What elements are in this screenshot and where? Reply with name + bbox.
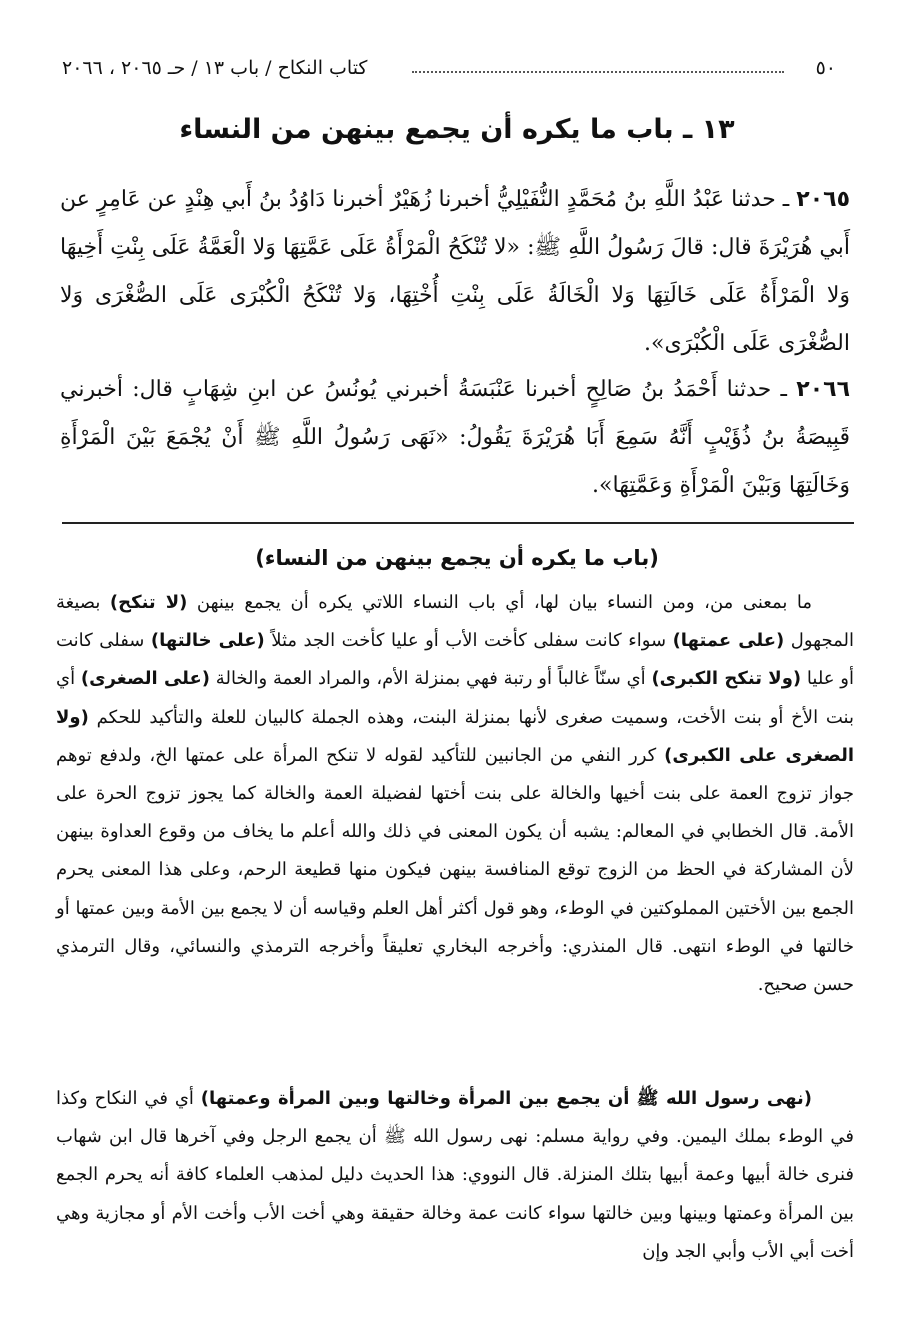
lemma: (على الصغرى) bbox=[80, 668, 211, 690]
hadith-2066 bbox=[60, 366, 850, 510]
lemma: (ولا تنكح الكبرى) bbox=[651, 668, 802, 690]
commentary-span: كرر النفي من الجانبين للتأكيد لقوله لا تنكح المرأة على عمتها الخ، ولدفع توهم جواز تزوج العمة على بنت أخيها والخالة على بنت أختها لفضيلة العمة والخالة كما يجوز تزوج الحرة على الأمة. قال الخطابي في المعالم: يشبه أن يكون المعنى في ذلك والله أعلم ما يخاف من وقوع العداوة بينهن لأن المشاركة في الحظ من الزوج توقع المنافسة بينهن فيكون منها قطيعة الرحم، وعلى هذا المعنى يحرم الجمع بين الأختين المملوكتين في الوطء، وهو قول أكثر أهل العلم وقياسه أن لا يجمع بين الأمة وبين عمتها أو خالتها في الوطء انتهى. قال المنذري: وأخرجه البخاري تعليقاً وأخرجه الترمذي والنسائي، وقال الترمذي حسن صحيح. bbox=[56, 744, 854, 996]
lemma: (نهى رسول الله ﷺ أن يجمع بين المرأة وخالتها وبين المرأة وعمتها) bbox=[200, 1088, 812, 1109]
page-header bbox=[62, 52, 836, 84]
section-divider bbox=[62, 522, 854, 524]
running-title: كتاب النكاح / باب ١٣ / حـ ٢٠٦٥ ، ٢٠٦٦ bbox=[62, 57, 368, 79]
commentary-span: أي سنّاً غالباً أو رتبة فهي بمنزلة الأم، والمراد العمة والخالة bbox=[210, 668, 652, 690]
chapter-title: ١٣ ـ باب ما يكره أن يجمع بينهن من النساء bbox=[179, 114, 735, 145]
commentary-paragraph-2 bbox=[56, 1080, 854, 1271]
commentary-title: (باب ما يكره أن يجمع بينهن من النساء) bbox=[255, 546, 659, 570]
hadith-text: ـ حدثنا أَحْمَدُ بنُ صَالِحٍ أخبرنا عَنْبَسَةُ أخبرني يُونُسُ عن ابنِ شِهَابٍ قال: أخبرني قَبِيصَةُ بنُ ذُؤَيْبٍ أَنَّهُ سَمِعَ أَبَا هُرَيْرَةَ يَقُولُ: «نَهَى رَسُولُ اللَّهِ ﷺ أَنْ يُجْمَعَ بَيْنَ الْمَرْأَةِ وَخَالَتِهَا وَبَيْنَ الْمَرْأَةِ وَعَمَّتِهَا». bbox=[60, 377, 850, 498]
commentary-span: بصيغة المجهول bbox=[56, 592, 854, 652]
lemma: (لا تنكح) bbox=[109, 592, 188, 613]
hadith-number: ٢٠٦٥ bbox=[796, 187, 850, 212]
hadith-text: ـ حدثنا عَبْدُ اللَّهِ بنُ مُحَمَّدٍ النُّفَيْلِيُّ أخبرنا زُهَيْرٌ أخبرنا دَاوُدُ بنُ أَبي هِنْدٍ عن عَامِرٍ عن أَبي هُرَيْرَةَ قال: قالَ رَسُولُ اللَّهِ ﷺ: «لا تُنْكَحُ الْمَرْأَةُ عَلَى عَمَّتِهَا وَلا الْعَمَّةُ عَلَى بِنْتِ أَخِيهَا وَلا الْمَرْأَةُ عَلَى خَالَتِهَا وَلا الْخَالَةُ عَلَى بِنْتِ أُخْتِهَا، وَلا تُنْكَحُ الْكُبْرَى عَلَى الصُّغْرَى وَلا الصُّغْرَى عَلَى الْكُبْرَى». bbox=[60, 187, 850, 356]
lemma: (على عمتها) bbox=[672, 630, 785, 652]
commentary-paragraph-1 bbox=[56, 584, 854, 1004]
commentary-span: سواء كانت سفلى كأخت الأب أو عليا كأخت الجد مثلاً bbox=[264, 630, 673, 652]
commentary-span: أي بنت الأخ أو بنت الأخت، وسميت صغرى لأنها بمنزلة البنت، وهذه الجملة كالبيان للعلة والتأكيد للحكم bbox=[56, 668, 854, 728]
commentary-text bbox=[56, 1080, 854, 1271]
commentary-span: أي في النكاح وكذا في الوطء بملك اليمين. وفي رواية مسلم: نهى رسول الله ﷺ أن يجمع الرجل وفي آخرها قال ابن شهاب فنرى خالة أبيها وعمة أبيها بتلك المنزلة. قال النووي: هذا الحديث دليل لمذهب العلماء كافة أنه يحرم الجمع بين المرأة وعمتها وبينها وبين خالتها سواء كانت عمة وخالة حقيقة وهي أخت الأب وأخت الأم أو مجازية وهي أخت أبي الأب وأبي الجد وإن bbox=[56, 1088, 854, 1262]
page-number: ٥٠ bbox=[815, 57, 836, 79]
commentary-span: ما بمعنى من، ومن النساء بيان لها، أي باب النساء اللاتي يكره أن يجمع بينهن bbox=[187, 592, 813, 613]
header-dotted-leader bbox=[412, 71, 784, 73]
lemma: (على خالتها) bbox=[150, 630, 265, 652]
hadith-2065 bbox=[60, 176, 850, 368]
commentary-span: سفلى كانت أو عليا bbox=[56, 630, 854, 690]
lemma: (ولا الصغرى على الكبرى) bbox=[56, 706, 854, 766]
commentary-text bbox=[56, 584, 854, 1004]
hadith-number: ٢٠٦٦ bbox=[796, 377, 850, 402]
